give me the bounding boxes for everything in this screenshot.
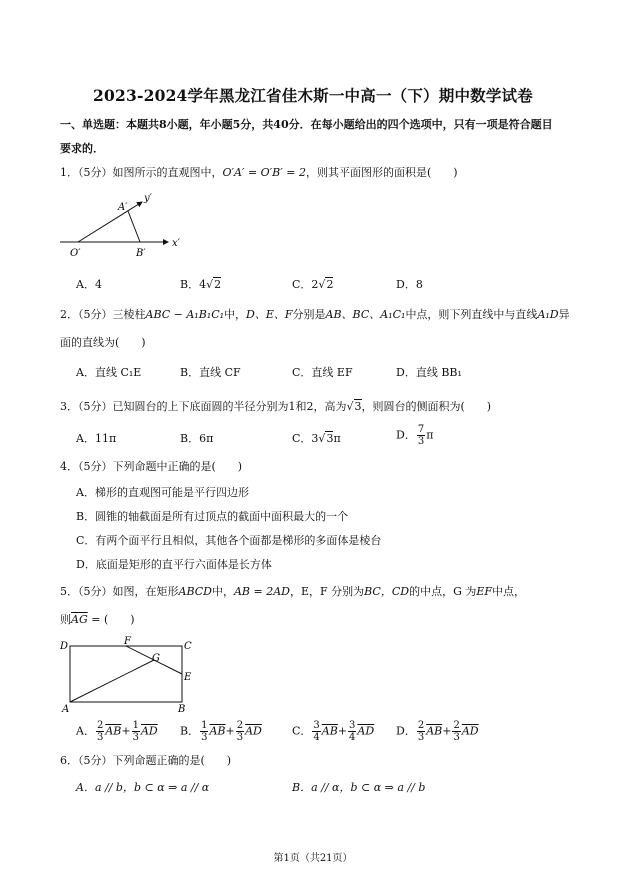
segment-ab — [128, 211, 140, 242]
q2-stem-text: 2．（5分）三棱柱 — [60, 308, 146, 321]
q2-option-a: A．直线 C₁E — [76, 366, 142, 379]
q5-stem-math3: BC，CD — [364, 585, 410, 598]
q5-stem-text: 5．（5分）如图，在矩形 — [60, 585, 179, 598]
q5-stem — [60, 583, 525, 599]
numerator: 1 — [132, 720, 139, 731]
q3-option-d — [396, 424, 433, 447]
q3-option-d-pi: π — [426, 428, 434, 442]
q1-option-d: D．8 — [396, 278, 423, 291]
vector-ad: $\overline{AD}$ — [357, 724, 375, 738]
vector-ab: $\overline{AB}$ — [426, 724, 443, 738]
denominator: 4 — [313, 732, 320, 743]
numerator: 2 — [453, 720, 460, 731]
q2-stem-math4: A₁D — [537, 308, 559, 321]
q5-option-d-label: D． — [396, 724, 416, 738]
q3-option-d-fraction — [417, 424, 425, 447]
q3-option-c-radicand: 3 — [326, 432, 334, 445]
q4-option-c: C．有两个面平行且相似，其他各个面都是梯形的多面体是棱台 — [76, 534, 382, 547]
q3-option-a: A．11π — [76, 432, 117, 445]
q5-line2-vector: $\overline{AG}$ — [71, 613, 88, 626]
denominator: 3 — [236, 732, 244, 743]
q5-option-b — [180, 720, 262, 743]
q1-stem — [60, 164, 458, 180]
q5-option-d-frac2 — [452, 720, 460, 743]
q2-stem-text5: 异 — [558, 308, 570, 321]
denominator: 3 — [453, 732, 460, 743]
page-footer: 第1页（共21页） — [273, 853, 353, 864]
q5-stem-text2: 中， — [211, 585, 234, 598]
q5-option-c-label: C． — [292, 724, 312, 738]
q2-stem-text2: 中， — [224, 308, 247, 321]
q3-option-c-text: C．3 — [292, 432, 319, 445]
q5-stem-math4: EF — [476, 585, 493, 598]
q4-stem: 4．（5分）下列命题中正确的是( ) — [60, 460, 243, 473]
label-a: A — [62, 704, 70, 715]
vector-ab: $\overline{AB}$ — [321, 724, 338, 738]
q5-option-a-frac1 — [96, 720, 104, 743]
q6-stem: 6．（5分）下列命题正确的是( ) — [60, 754, 232, 767]
q3-option-d-denominator: 3 — [417, 436, 425, 447]
section-instruction-line2: 要求的． — [60, 142, 104, 155]
denominator: 4 — [349, 732, 356, 743]
q5-option-d-frac1 — [417, 720, 425, 743]
q1-option-a: A．4 — [76, 278, 102, 291]
q3-option-c: C．3√3π — [292, 432, 341, 445]
q3-option-c-pi: π — [333, 432, 341, 445]
numerator: 2 — [96, 720, 104, 731]
q2-stem-math1: ABC − A₁B₁C₁ — [145, 308, 225, 321]
q1-option-c-radicand: 2 — [326, 278, 334, 291]
vector-ab: $\overline{AB}$ — [209, 724, 226, 738]
q1-option-b: B．4√2 — [180, 278, 222, 291]
q5-stem-math1: ABCD — [178, 585, 212, 598]
numerator: 2 — [417, 720, 425, 731]
plus-sign: + — [225, 724, 235, 738]
q2-option-c: C．直线 EF — [292, 366, 353, 379]
label-a: A′ — [118, 202, 128, 213]
q3-stem: 3．（5分）已知圆台的上下底面圆的半径分别为1和2，高为√3，则圆台的侧面积为( ) — [60, 400, 492, 413]
q2-option-d: D．直线 BB₁ — [396, 366, 462, 379]
label-e: E — [184, 672, 192, 683]
q3-stem-text: 3．（5分）已知圆台的上下底面圆的半径分别为1和2，高为 — [60, 400, 347, 413]
label-b: B′ — [136, 248, 146, 259]
q5-option-b-frac2 — [236, 720, 244, 743]
q3-stem-tail: ，则圆台的侧面积为( ) — [361, 400, 492, 413]
numerator: 2 — [236, 720, 244, 731]
vector-ad: $\overline{AD}$ — [245, 724, 262, 738]
q5-option-d — [396, 720, 479, 743]
q5-option-a — [76, 720, 158, 743]
q5-line2-tail: = ( ) — [87, 613, 135, 626]
label-d: D — [60, 641, 69, 652]
numerator: 3 — [313, 720, 320, 731]
q5-option-b-label: B． — [180, 724, 200, 738]
q2-stem-line2: 面的直线为( ) — [60, 336, 146, 349]
vector-ab: $\overline{AB}$ — [105, 724, 122, 738]
q5-option-b-frac1 — [200, 720, 208, 743]
label-f: F — [124, 636, 131, 647]
denominator: 3 — [96, 732, 104, 743]
q5-option-c — [292, 720, 374, 743]
q2-stem-math3: AB、BC、A₁C₁ — [325, 308, 406, 321]
q3-stem-radicand: 3 — [354, 400, 362, 413]
q1-stem-tail: ，则其平面图形的面积是( ) — [305, 166, 458, 179]
q2-stem — [60, 306, 570, 322]
q5-stem-math2: AB = 2AD — [233, 585, 290, 598]
q6-option-a: A．a // b，b ⊂ α ⇒ a // α — [76, 781, 210, 794]
q5-option-c-frac2 — [348, 720, 356, 743]
label-o: O′ — [70, 248, 81, 259]
q4-option-b: B．圆锥的轴截面是所有过顶点的截面中面积最大的一个 — [76, 510, 349, 523]
q1-figure — [56, 186, 196, 266]
q1-stem-text: 1．（5分）如图所示的直观图中， — [60, 166, 223, 179]
page-title: 2023-2024学年黑龙江省佳木斯一中高一（下）期中数学试卷 — [93, 86, 533, 105]
label-g: G — [152, 653, 160, 664]
q3-option-d-numerator: 7 — [417, 424, 425, 435]
label-c: C — [184, 641, 192, 652]
label-y: y′ — [144, 193, 152, 204]
denominator: 3 — [201, 732, 208, 743]
q3-option-d-label: D． — [396, 428, 416, 442]
label-x: x′ — [172, 238, 180, 249]
plus-sign: + — [337, 724, 348, 738]
plus-sign: + — [442, 724, 452, 738]
q1-stem-math: O′A′ = O′B′ = 2 — [222, 166, 306, 179]
q5-option-a-frac2 — [132, 720, 140, 743]
q1-option-b-radicand: 2 — [214, 278, 222, 291]
q5-stem-text3: ，E，F 分别为 — [289, 585, 365, 598]
q2-stem-math2: D、E、F — [246, 308, 293, 321]
q1-option-c-text: C．2 — [292, 278, 319, 291]
numerator: 3 — [349, 720, 356, 731]
q5-figure — [58, 636, 208, 718]
q5-option-a-label: A． — [76, 724, 95, 738]
q2-option-b: B．直线 CF — [180, 366, 241, 379]
q3-option-b: B．6π — [180, 432, 214, 445]
q5-option-c-frac1 — [312, 720, 320, 743]
vector-ad: $\overline{AD}$ — [461, 724, 479, 738]
section-instruction-line1: 一、单选题：本题共8小题，年小题5分，共40分．在每小题给出的四个选项中，只有一项是符合题目 — [60, 118, 553, 131]
vector-ad: $\overline{AD}$ — [140, 724, 158, 738]
q2-stem-text3: 分别是 — [292, 308, 326, 321]
q5-stem-line2 — [60, 611, 135, 627]
label-b: B — [178, 704, 186, 715]
q1-option-c: C．2√2 — [292, 278, 334, 291]
q4-option-d: D．底面是矩形的直平行六面体是长方体 — [76, 558, 272, 571]
q5-stem-text4: 的中点，G 为 — [409, 585, 477, 598]
segment-ag — [70, 660, 154, 702]
denominator: 3 — [132, 732, 139, 743]
numerator: 1 — [201, 720, 208, 731]
q2-stem-text4: 中点，则下列直线中与直线 — [405, 308, 538, 321]
q5-stem-text5: 中点， — [492, 585, 526, 598]
q6-option-b: B．a // α，b ⊂ α ⇒ a // b — [292, 781, 426, 794]
plus-sign: + — [121, 724, 131, 738]
denominator: 3 — [417, 732, 425, 743]
q1-option-b-text: B．4 — [180, 278, 207, 291]
q4-option-a: A．梯形的直观图可能是平行四边形 — [76, 486, 249, 499]
q5-line2-text: 则 — [60, 613, 71, 626]
